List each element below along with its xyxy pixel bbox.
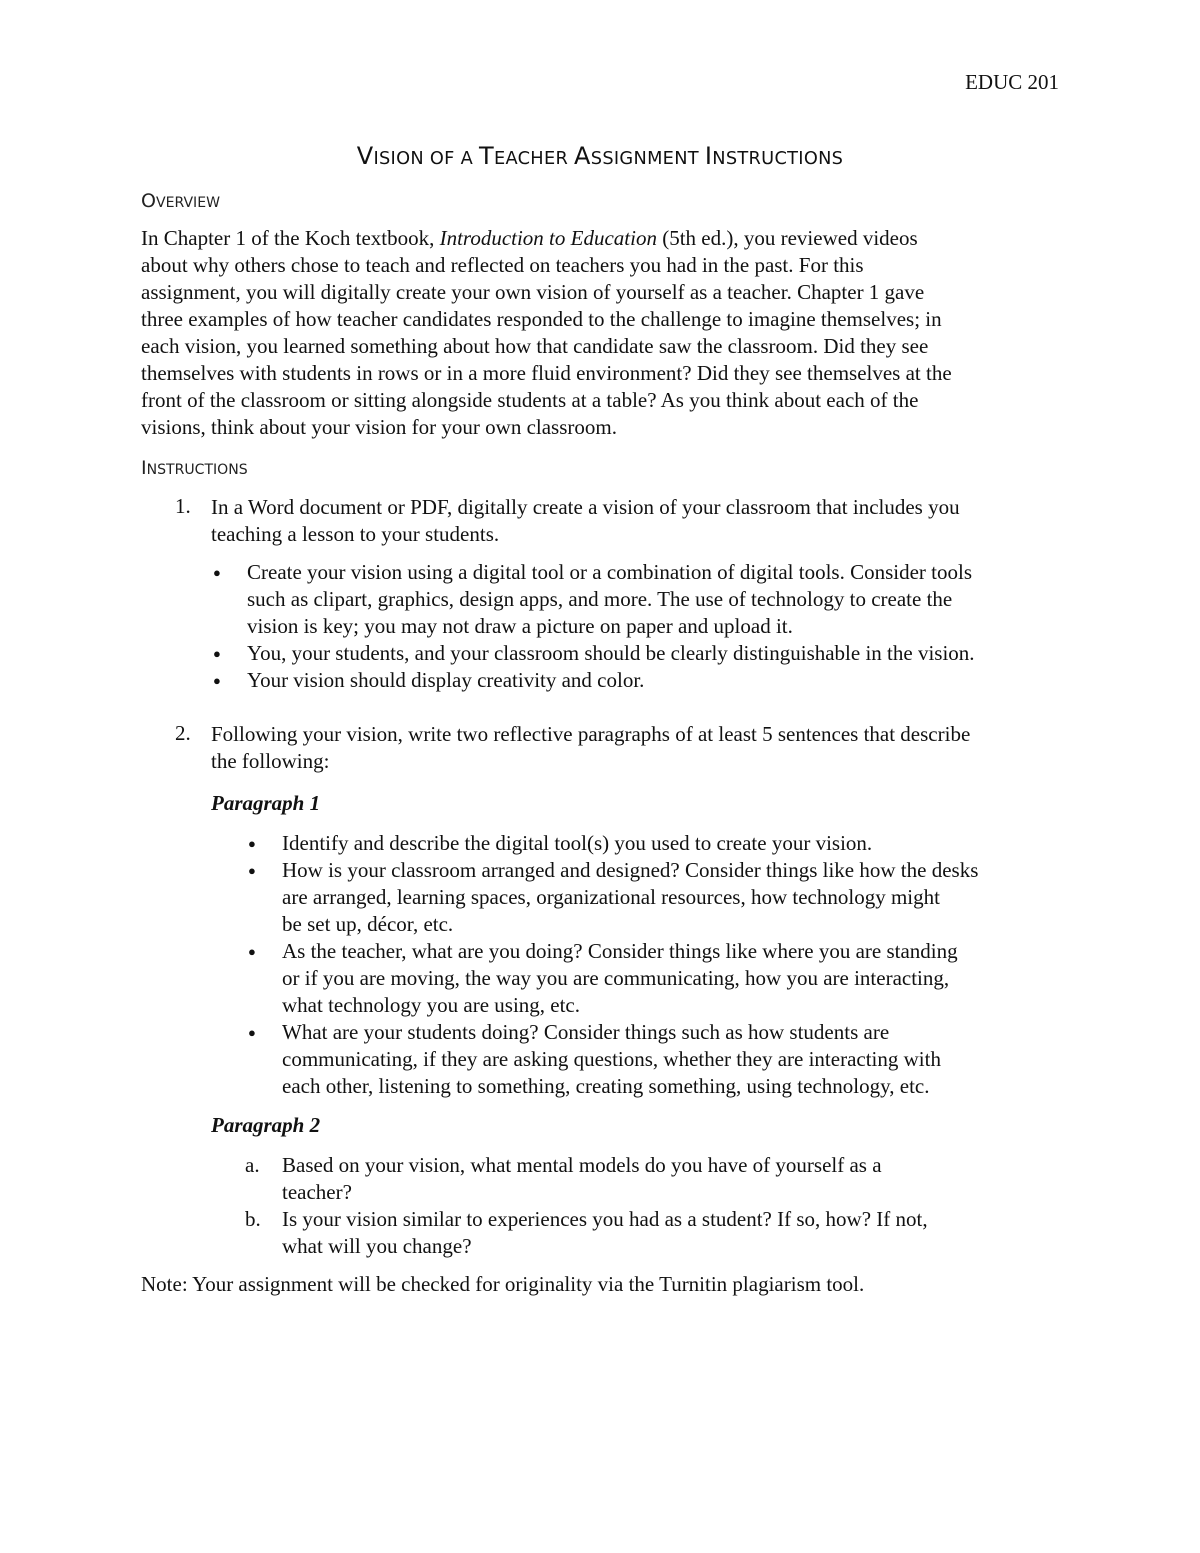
instruction-line: In a Word document or PDF, digitally create a vision of your classroom that includes you bbox=[211, 495, 960, 519]
instruction-line: Following your vision, write two reflective paragraphs of at least 5 sentences that describe bbox=[211, 722, 971, 746]
list-number-1: 1. bbox=[175, 494, 191, 518]
overview-line-text: In Chapter 1 of the Koch textbook, bbox=[141, 226, 440, 250]
bullet-icon: ● bbox=[213, 646, 221, 661]
overview-heading-rest: VERVIEW bbox=[155, 195, 220, 211]
bullet-line: You, your students, and your classroom should be clearly distinguishable in the vision. bbox=[247, 641, 975, 665]
instruction-line: teaching a lesson to your students. bbox=[211, 522, 500, 546]
bullet-line: communicating, if they are asking questions, whether they are interacting with bbox=[282, 1047, 941, 1071]
list-item bbox=[282, 830, 872, 857]
bullet-line: each other, listening to something, creating something, using technology, etc. bbox=[282, 1074, 930, 1098]
title-small-1: ISION OF A bbox=[373, 149, 479, 169]
overview-heading-first: O bbox=[141, 190, 156, 212]
list-item bbox=[282, 1206, 928, 1260]
title-cap-4: I bbox=[704, 142, 713, 170]
instruction-line: the following: bbox=[211, 749, 330, 773]
title-small-2: EACHER bbox=[493, 149, 575, 169]
list-item bbox=[247, 667, 644, 694]
lettered-line: what will you change? bbox=[282, 1234, 472, 1258]
overview-heading bbox=[141, 190, 220, 212]
lettered-line: Based on your vision, what mental models do you have of yourself as a bbox=[282, 1153, 882, 1177]
textbook-title: Introduction to Education bbox=[439, 226, 657, 250]
bullet-line: be set up, décor, etc. bbox=[282, 912, 454, 936]
bullet-line: Create your vision using a digital tool or a combination of digital tools. Consider tools bbox=[247, 560, 972, 584]
bullet-icon: ● bbox=[248, 1025, 256, 1040]
bullet-line: As the teacher, what are you doing? Consider things like where you are standing bbox=[282, 939, 958, 963]
overview-line: front of the classroom or sitting alongside students at a table? As you think about each of the bbox=[141, 388, 919, 412]
bullet-line: What are your students doing? Consider things such as how students are bbox=[282, 1020, 890, 1044]
lettered-line: Is your vision similar to experiences you had as a student? If so, how? If not, bbox=[282, 1207, 928, 1231]
bullet-icon: ● bbox=[248, 836, 256, 851]
overview-line-text: (5th ed.), you reviewed videos bbox=[656, 226, 918, 250]
lettered-line: teacher? bbox=[282, 1180, 352, 1204]
page-title bbox=[0, 142, 1200, 170]
originality-note: Note: Your assignment will be checked for originality via the Turnitin plagiarism tool. bbox=[141, 1272, 865, 1296]
instructions-heading-first: I bbox=[141, 457, 147, 479]
bullet-icon: ● bbox=[213, 565, 221, 580]
instructions-heading-rest: NSTRUCTIONS bbox=[146, 462, 248, 478]
title-small-4: NSTRUCTIONS bbox=[712, 149, 844, 169]
overview-line: each vision, you learned something about how that candidate saw the classroom. Did they see bbox=[141, 334, 929, 358]
bullet-icon: ● bbox=[248, 863, 256, 878]
bullet-line: vision is key; you may not draw a picture on paper and upload it. bbox=[247, 614, 793, 638]
title-small-3: SSIGNMENT bbox=[590, 149, 705, 169]
title-cap-1: V bbox=[356, 142, 374, 170]
bullet-line: Identify and describe the digital tool(s) you used to create your vision. bbox=[282, 831, 873, 855]
title-cap-3: A bbox=[574, 142, 591, 170]
overview-line: visions, think about your vision for your own classroom. bbox=[141, 415, 617, 439]
list-item bbox=[282, 1152, 882, 1206]
overview-line bbox=[141, 225, 1071, 252]
list-letter-a: a. bbox=[245, 1153, 260, 1177]
list-item bbox=[282, 857, 978, 938]
instruction-item-1 bbox=[211, 494, 1091, 548]
overview-line: assignment, you will digitally create your own vision of yourself as a teacher. Chapter 1 gave bbox=[141, 280, 925, 304]
list-letter-b: b. bbox=[245, 1207, 261, 1231]
bullet-icon: ● bbox=[213, 673, 221, 688]
overview-paragraph bbox=[141, 225, 1071, 441]
list-item bbox=[247, 559, 972, 640]
list-item bbox=[282, 1019, 941, 1100]
bullet-line: How is your classroom arranged and designed? Consider things like how the desks bbox=[282, 858, 979, 882]
overview-line: themselves with students in rows or in a more fluid environment? Did they see themselves at the bbox=[141, 361, 952, 385]
bullet-line: Your vision should display creativity and color. bbox=[247, 668, 645, 692]
list-number-2: 2. bbox=[175, 721, 191, 745]
bullet-line: are arranged, learning spaces, organizational resources, how technology might bbox=[282, 885, 940, 909]
instructions-heading bbox=[141, 457, 248, 479]
instruction-item-2 bbox=[211, 721, 1091, 775]
list-item bbox=[282, 938, 958, 1019]
bullet-line: what technology you are using, etc. bbox=[282, 993, 580, 1017]
overview-line: about why others chose to teach and reflected on teachers you had in the past. For this bbox=[141, 253, 864, 277]
bullet-icon: ● bbox=[248, 944, 256, 959]
paragraph-2-heading: Paragraph 2 bbox=[211, 1113, 321, 1137]
overview-line: three examples of how teacher candidates responded to the challenge to imagine themselves; in bbox=[141, 307, 942, 331]
bullet-line: such as clipart, graphics, design apps, and more. The use of technology to create the bbox=[247, 587, 953, 611]
title-cap-2: T bbox=[479, 142, 494, 170]
list-item bbox=[247, 640, 975, 667]
paragraph-1-heading: Paragraph 1 bbox=[211, 791, 321, 815]
course-code: EDUC 201 bbox=[965, 70, 1059, 94]
bullet-line: or if you are moving, the way you are communicating, how you are interacting, bbox=[282, 966, 950, 990]
